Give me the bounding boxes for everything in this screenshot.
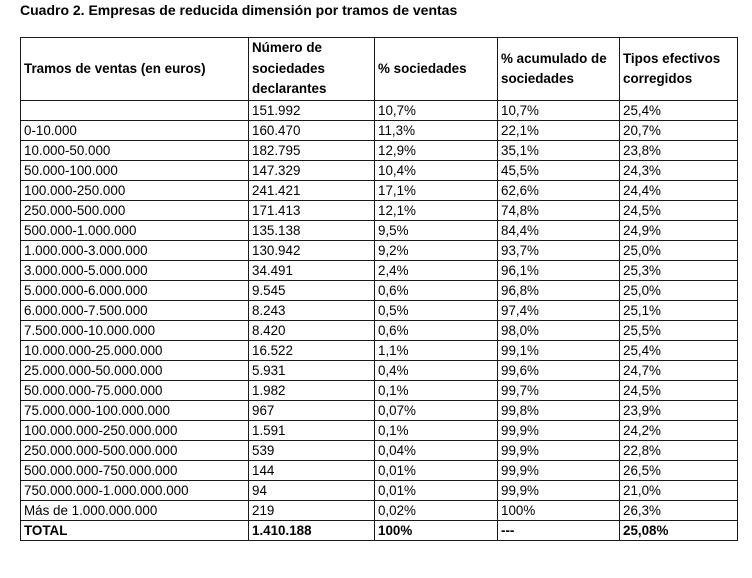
cell-sales-bracket: 50.000-100.000	[21, 161, 249, 181]
cell-effective-rate: 25,4%	[620, 341, 738, 361]
cell-pct-companies: 0,6%	[375, 321, 498, 341]
cell-num-companies: 34.491	[249, 261, 375, 281]
cell-num-companies: 182.795	[249, 141, 375, 161]
cell-cumulative-pct: 22,1%	[498, 121, 620, 141]
cell-pct-companies: 0,02%	[375, 501, 498, 521]
cell-sales-bracket: 10.000-50.000	[21, 141, 249, 161]
cell-pct-companies: 9,5%	[375, 221, 498, 241]
cell-cumulative-pct: 74,8%	[498, 201, 620, 221]
table-row	[21, 201, 738, 221]
table-row	[21, 441, 738, 461]
cell-num-companies: 9.545	[249, 281, 375, 301]
cell-sales-bracket: 10.000.000-25.000.000	[21, 341, 249, 361]
cell-pct-companies: 0,4%	[375, 361, 498, 381]
cell-cumulative-pct: 45,5%	[498, 161, 620, 181]
cell-effective-rate: 25,0%	[620, 281, 738, 301]
cell-pct-companies: 10,7%	[375, 101, 498, 121]
table-row	[21, 361, 738, 381]
sales-brackets-table	[20, 37, 738, 541]
header-sales-bracket: Tramos de ventas (en euros)	[21, 38, 249, 101]
table-row	[21, 501, 738, 521]
cell-pct-companies: 0,1%	[375, 421, 498, 441]
cell-pct-companies: 2,4%	[375, 261, 498, 281]
total-cell-num-companies: 1.410.188	[249, 521, 375, 541]
cell-cumulative-pct: 35,1%	[498, 141, 620, 161]
cell-cumulative-pct: 84,4%	[498, 221, 620, 241]
cell-effective-rate: 20,7%	[620, 121, 738, 141]
cell-cumulative-pct: 10,7%	[498, 101, 620, 121]
total-cell-effective-rate: 25,08%	[620, 521, 738, 541]
cell-effective-rate: 24,4%	[620, 181, 738, 201]
cell-effective-rate: 24,2%	[620, 421, 738, 441]
cell-num-companies: 135.138	[249, 221, 375, 241]
cell-effective-rate: 22,8%	[620, 441, 738, 461]
cell-effective-rate: 23,8%	[620, 141, 738, 161]
header-effective-rates: Tipos efectivos corregidos	[620, 38, 738, 101]
cell-sales-bracket: Más de 1.000.000.000	[21, 501, 249, 521]
cell-num-companies: 144	[249, 461, 375, 481]
cell-effective-rate: 23,9%	[620, 401, 738, 421]
table-row	[21, 381, 738, 401]
header-row	[21, 38, 738, 101]
cell-cumulative-pct: 100%	[498, 501, 620, 521]
cell-sales-bracket: 1.000.000-3.000.000	[21, 241, 249, 261]
cell-effective-rate: 24,9%	[620, 221, 738, 241]
cell-sales-bracket: 0-10.000	[21, 121, 249, 141]
cell-pct-companies: 0,01%	[375, 481, 498, 501]
cell-cumulative-pct: 99,6%	[498, 361, 620, 381]
cell-cumulative-pct: 97,4%	[498, 301, 620, 321]
cell-sales-bracket: 50.000.000-75.000.000	[21, 381, 249, 401]
cell-num-companies: 241.421	[249, 181, 375, 201]
cell-pct-companies: 0,01%	[375, 461, 498, 481]
cell-effective-rate: 25,4%	[620, 101, 738, 121]
cell-sales-bracket: 3.000.000-5.000.000	[21, 261, 249, 281]
cell-effective-rate: 26,5%	[620, 461, 738, 481]
cell-num-companies: 219	[249, 501, 375, 521]
cell-pct-companies: 12,9%	[375, 141, 498, 161]
header-cumulative-pct: % acumulado de sociedades	[498, 38, 620, 101]
table-body	[21, 101, 738, 541]
cell-num-companies: 130.942	[249, 241, 375, 261]
table-row	[21, 141, 738, 161]
cell-pct-companies: 12,1%	[375, 201, 498, 221]
cell-sales-bracket: 250.000-500.000	[21, 201, 249, 221]
cell-sales-bracket: 6.000.000-7.500.000	[21, 301, 249, 321]
cell-pct-companies: 0,07%	[375, 401, 498, 421]
table-row	[21, 421, 738, 441]
cell-pct-companies: 9,2%	[375, 241, 498, 261]
header-pct-companies: % sociedades	[375, 38, 498, 101]
table-row	[21, 301, 738, 321]
total-cell-pct-companies: 100%	[375, 521, 498, 541]
cell-num-companies: 151.992	[249, 101, 375, 121]
cell-sales-bracket: 25.000.000-50.000.000	[21, 361, 249, 381]
cell-effective-rate: 26,3%	[620, 501, 738, 521]
cell-effective-rate: 24,3%	[620, 161, 738, 181]
cell-cumulative-pct: 62,6%	[498, 181, 620, 201]
cell-effective-rate: 24,7%	[620, 361, 738, 381]
table-row	[21, 461, 738, 481]
cell-pct-companies: 0,5%	[375, 301, 498, 321]
cell-effective-rate: 25,5%	[620, 321, 738, 341]
cell-cumulative-pct: 99,9%	[498, 461, 620, 481]
cell-sales-bracket: 500.000.000-750.000.000	[21, 461, 249, 481]
cell-num-companies: 8.420	[249, 321, 375, 341]
cell-sales-bracket: 75.000.000-100.000.000	[21, 401, 249, 421]
cell-sales-bracket: 250.000.000-500.000.000	[21, 441, 249, 461]
cell-pct-companies: 11,3%	[375, 121, 498, 141]
table-row	[21, 221, 738, 241]
total-row	[21, 521, 738, 541]
table-row	[21, 261, 738, 281]
cell-num-companies: 539	[249, 441, 375, 461]
cell-pct-companies: 0,6%	[375, 281, 498, 301]
cell-cumulative-pct: 99,1%	[498, 341, 620, 361]
cell-effective-rate: 25,0%	[620, 241, 738, 261]
table-row	[21, 161, 738, 181]
cell-cumulative-pct: 96,1%	[498, 261, 620, 281]
cell-sales-bracket: 100.000-250.000	[21, 181, 249, 201]
cell-pct-companies: 0,04%	[375, 441, 498, 461]
cell-effective-rate: 24,5%	[620, 381, 738, 401]
cell-num-companies: 967	[249, 401, 375, 421]
cell-num-companies: 8.243	[249, 301, 375, 321]
cell-cumulative-pct: 99,8%	[498, 401, 620, 421]
cell-num-companies: 16.522	[249, 341, 375, 361]
cell-num-companies: 1.982	[249, 381, 375, 401]
cell-pct-companies: 0,1%	[375, 381, 498, 401]
table-row	[21, 321, 738, 341]
cell-pct-companies: 1,1%	[375, 341, 498, 361]
cell-sales-bracket	[21, 101, 249, 121]
cell-cumulative-pct: 99,7%	[498, 381, 620, 401]
cell-cumulative-pct: 96,8%	[498, 281, 620, 301]
table-row	[21, 241, 738, 261]
cell-effective-rate: 25,1%	[620, 301, 738, 321]
table-row	[21, 341, 738, 361]
table-row	[21, 121, 738, 141]
total-cell-sales-bracket: TOTAL	[21, 521, 249, 541]
cell-sales-bracket: 5.000.000-6.000.000	[21, 281, 249, 301]
table-row	[21, 281, 738, 301]
cell-cumulative-pct: 93,7%	[498, 241, 620, 261]
total-cell-cumulative-pct: ---	[498, 521, 620, 541]
cell-pct-companies: 17,1%	[375, 181, 498, 201]
cell-sales-bracket: 750.000.000-1.000.000.000	[21, 481, 249, 501]
table-row	[21, 401, 738, 421]
table-row	[21, 101, 738, 121]
cell-num-companies: 160.470	[249, 121, 375, 141]
header-num-companies: Número de sociedades declarantes	[249, 38, 375, 101]
table-row	[21, 481, 738, 501]
cell-num-companies: 94	[249, 481, 375, 501]
cell-effective-rate: 24,5%	[620, 201, 738, 221]
table-caption: Cuadro 2. Empresas de reducida dimensión por tramos de ventas	[20, 2, 458, 18]
cell-cumulative-pct: 99,9%	[498, 481, 620, 501]
cell-num-companies: 147.329	[249, 161, 375, 181]
cell-sales-bracket: 100.000.000-250.000.000	[21, 421, 249, 441]
cell-num-companies: 171.413	[249, 201, 375, 221]
cell-effective-rate: 21,0%	[620, 481, 738, 501]
cell-num-companies: 5.931	[249, 361, 375, 381]
cell-sales-bracket: 7.500.000-10.000.000	[21, 321, 249, 341]
cell-cumulative-pct: 99,9%	[498, 441, 620, 461]
cell-cumulative-pct: 99,9%	[498, 421, 620, 441]
cell-cumulative-pct: 98,0%	[498, 321, 620, 341]
cell-num-companies: 1.591	[249, 421, 375, 441]
table-row	[21, 181, 738, 201]
cell-effective-rate: 25,3%	[620, 261, 738, 281]
cell-sales-bracket: 500.000-1.000.000	[21, 221, 249, 241]
cell-pct-companies: 10,4%	[375, 161, 498, 181]
